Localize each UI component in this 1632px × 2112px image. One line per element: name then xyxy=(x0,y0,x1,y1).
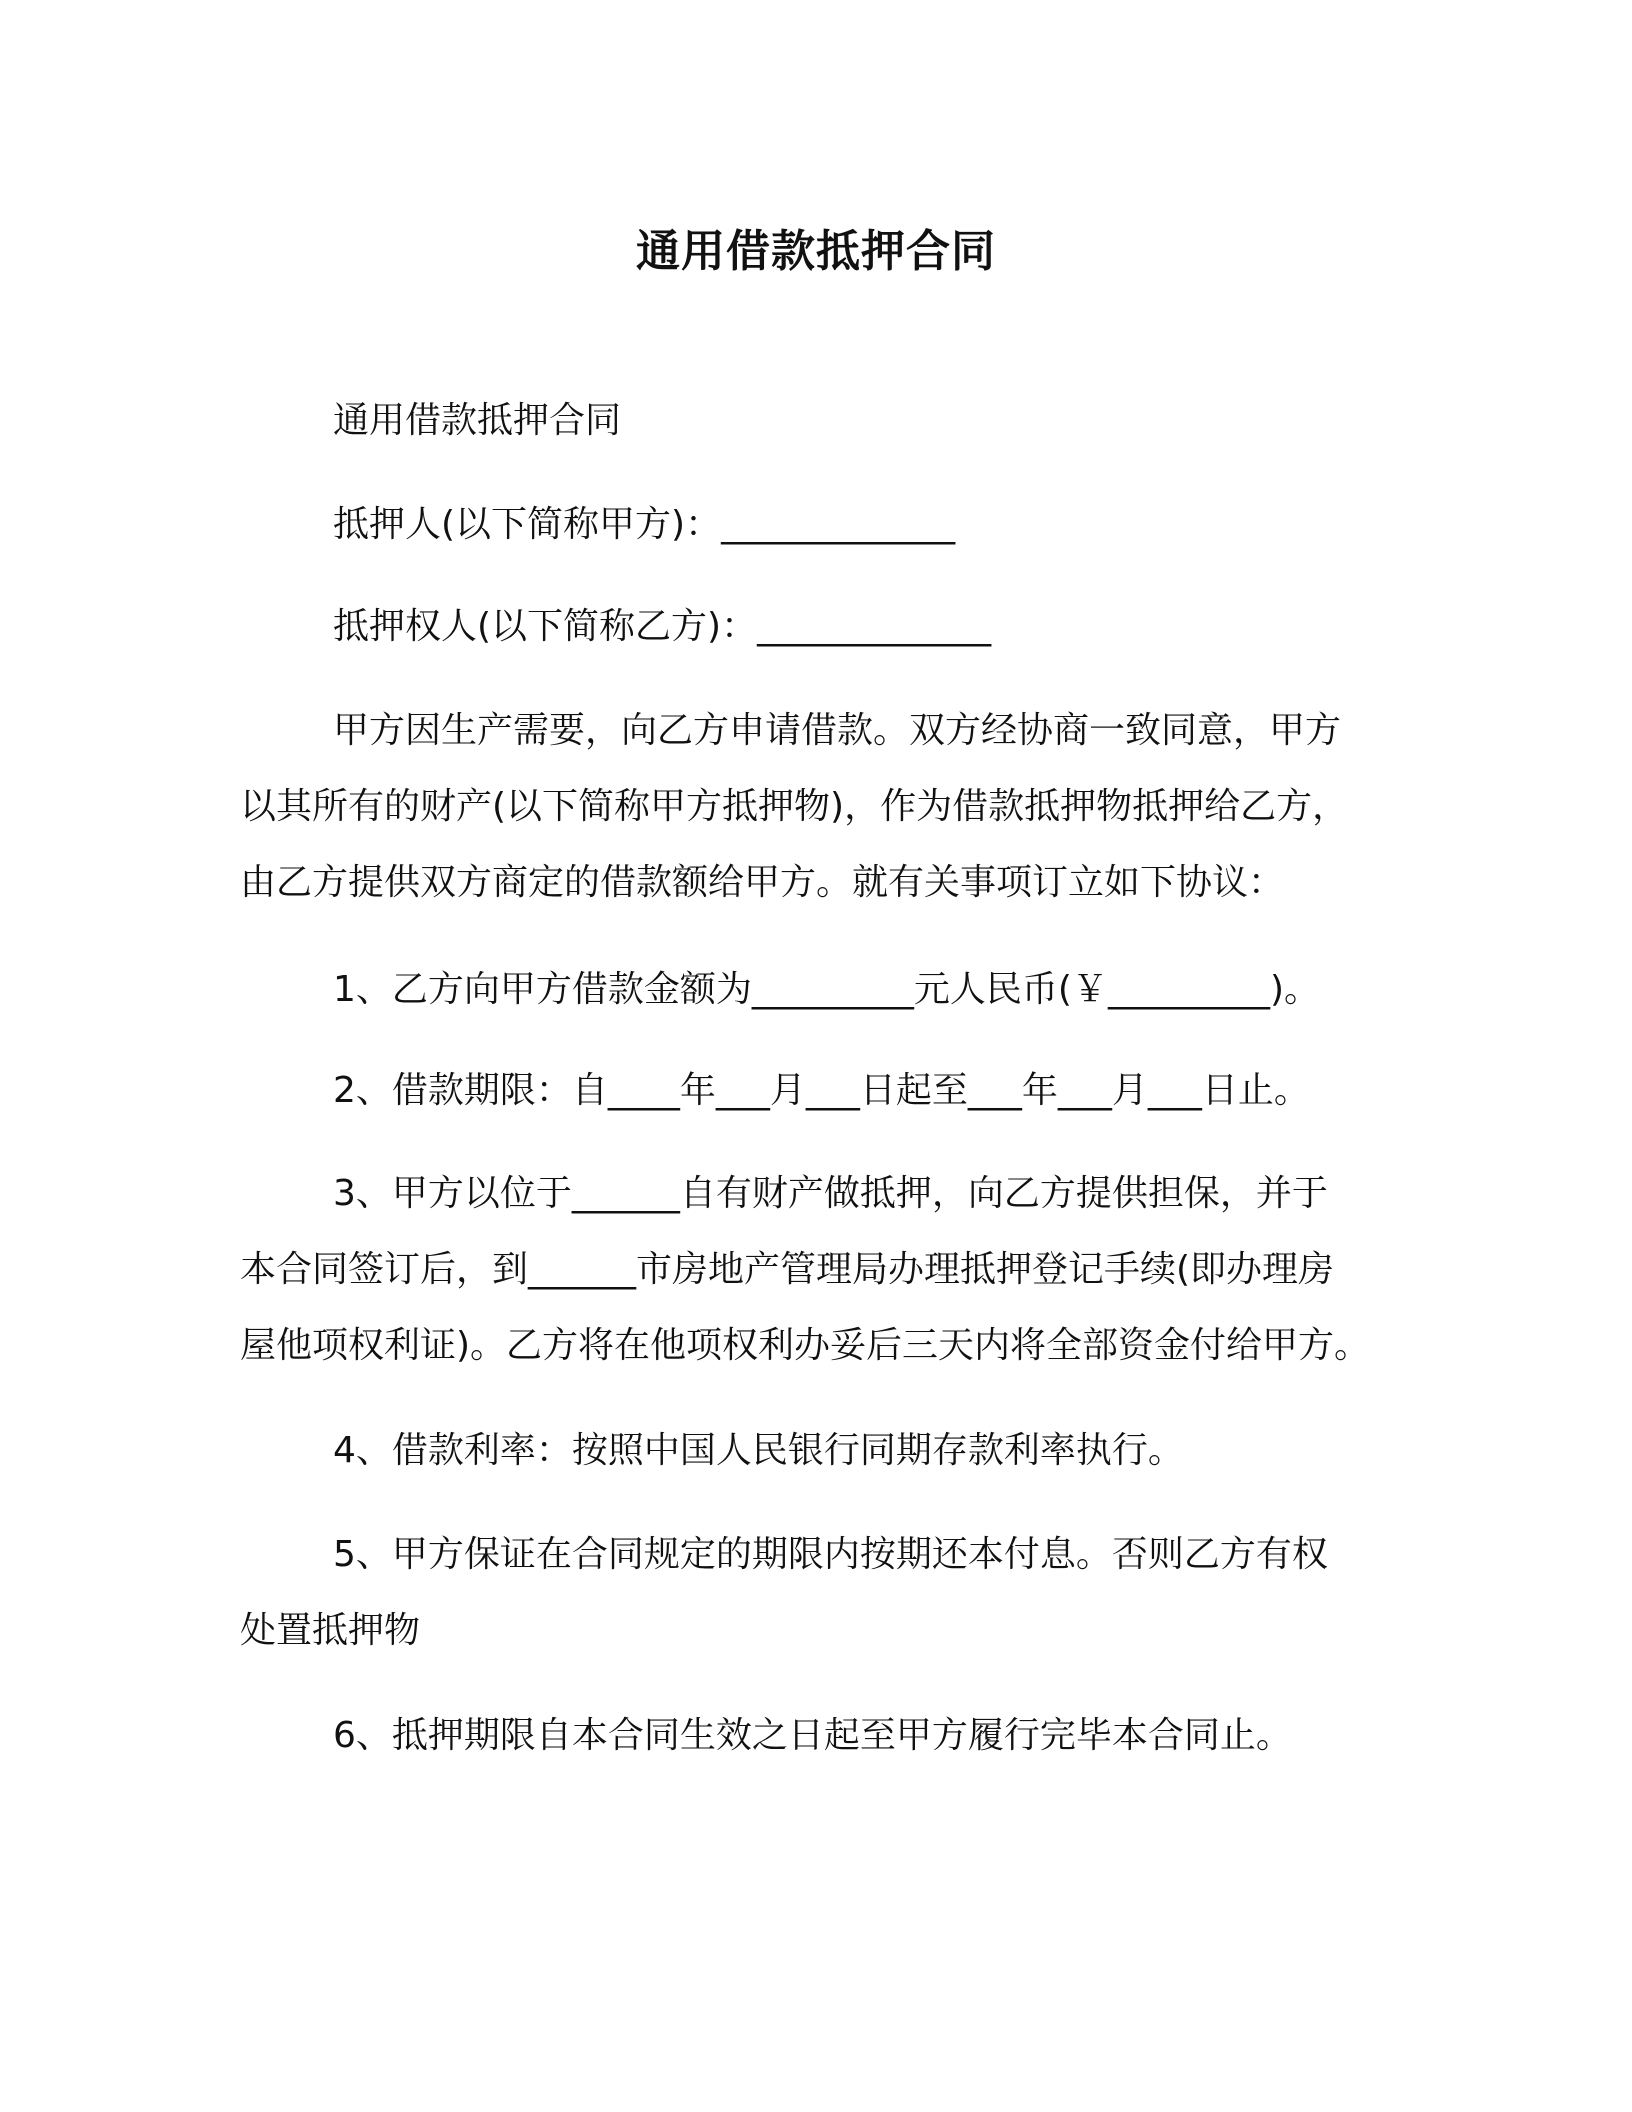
preamble-line-3: 由乙方提供双方商定的借款额给甲方。就有关事项订立如下协议： xyxy=(240,862,1285,903)
clause-2-line-1: 2、借款期限：自____年___月___日起至___年___月___日止。 xyxy=(333,1070,1310,1111)
preamble-line-2: 以其所有的财产(以下简称甲方抵押物)，作为借款抵押物抵押给乙方， xyxy=(240,786,1349,827)
clause-5-line-2: 处置抵押物 xyxy=(240,1610,421,1651)
document-subtitle: 通用借款抵押合同 xyxy=(333,400,622,441)
clause-5-line-1: 5、甲方保证在合同规定的期限内按期还本付息。否则乙方有权 xyxy=(333,1534,1328,1575)
clause-3-line-3: 屋他项权利证)。乙方将在他项权利办妥后三天内将全部资金付给甲方。 xyxy=(240,1325,1371,1366)
document-title: 通用借款抵押合同 xyxy=(636,226,996,277)
clause-4-line-1: 4、借款利率：按照中国人民银行同期存款利率执行。 xyxy=(333,1430,1184,1471)
preamble-line-1: 甲方因生产需要，向乙方申请借款。双方经协商一致同意，甲方 xyxy=(333,710,1342,751)
mortgagor-line: 抵押人(以下简称甲方)：_____________ xyxy=(333,504,956,545)
clause-1-line-1: 1、乙方向甲方借款金额为_________元人民币(￥_________)。 xyxy=(333,969,1320,1010)
clause-3-line-1: 3、甲方以位于______自有财产做抵押，向乙方提供担保，并于 xyxy=(333,1173,1328,1214)
clause-3-line-2: 本合同签订后，到______市房地产管理局办理抵押登记手续(即办理房 xyxy=(240,1249,1335,1290)
clause-6-line-1: 6、抵押期限自本合同生效之日起至甲方履行完毕本合同止。 xyxy=(333,1715,1292,1756)
mortgagee-line: 抵押权人(以下简称乙方)：_____________ xyxy=(333,606,992,647)
